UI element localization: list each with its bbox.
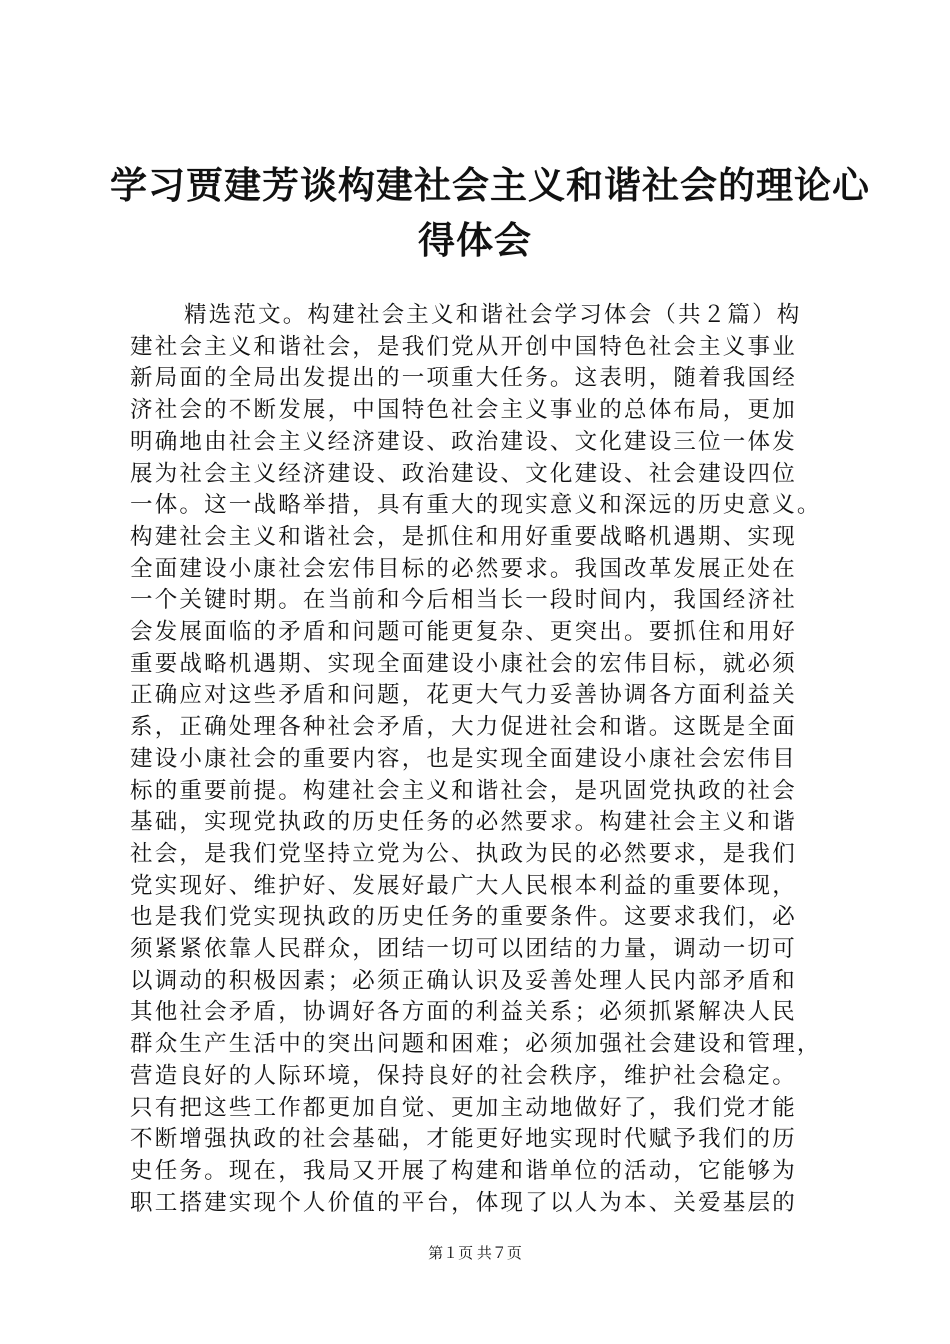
body-line: 标的重要前提。构建社会主义和谐社会，是巩固党执政的社会	[130, 777, 797, 804]
body-line: 史任务。现在，我局又开展了构建和谐单位的活动，它能够为	[130, 1157, 797, 1184]
body-line: 一体。这一战略举措，具有重大的现实意义和深远的历史意义。	[130, 492, 822, 519]
body-line: 展为社会主义经济建设、政治建设、文化建设、社会建设四位	[130, 460, 797, 487]
body-line: 营造良好的人际环境，保持良好的社会秩序，维护社会稳定。	[130, 1062, 797, 1089]
body-line: 其他社会矛盾，协调好各方面的利益关系；必须抓紧解决人民	[130, 999, 797, 1026]
document-body	[130, 300, 850, 1219]
body-line: 基础，实现党执政的历史任务的必然要求。构建社会主义和谐	[130, 809, 797, 836]
page-number-footer: 第１页 共７页	[428, 1246, 522, 1262]
body-line: 重要战略机遇期、实现全面建设小康社会的宏伟目标，就必须	[130, 650, 797, 677]
body-line: 社会，是我们党坚持立党为公、执政为民的必然要求，是我们	[130, 840, 797, 867]
body-line: 只有把这些工作都更加自觉、更加主动地做好了，我们党才能	[130, 1094, 797, 1121]
body-line: 须紧紧依靠人民群众，团结一切可以团结的力量，调动一切可	[130, 936, 797, 963]
body-line: 全面建设小康社会宏伟目标的必然要求。我国改革发展正处在	[130, 555, 797, 582]
body-line: 精选范文。构建社会主义和谐社会学习体会（共２篇）构	[184, 302, 802, 328]
body-line: 群众生产生活中的突出问题和困难；必须加强社会建设和管理，	[130, 1031, 822, 1058]
body-line: 正确应对这些矛盾和问题，花更大气力妥善协调各方面利益关	[130, 682, 797, 709]
body-line: 以调动的积极因素；必须正确认识及妥善处理人民内部矛盾和	[130, 967, 797, 994]
body-line: 职工搭建实现个人价值的平台，体现了以人为本、关爱基层的	[130, 1189, 797, 1216]
body-line: 一个关键时期。在当前和今后相当长一段时间内，我国经济社	[130, 587, 797, 614]
body-line: 会发展面临的矛盾和问题可能更复杂、更突出。要抓住和用好	[130, 619, 797, 646]
body-line: 不断增强执政的社会基础，才能更好地实现时代赋予我们的历	[130, 1126, 797, 1153]
body-line: 也是我们党实现执政的历史任务的重要条件。这要求我们，必	[130, 904, 797, 931]
body-line: 系，正确处理各种社会矛盾，大力促进社会和谐。这既是全面	[130, 714, 797, 741]
title-line-2: 得体会	[418, 219, 532, 262]
body-line: 建设小康社会的重要内容，也是实现全面建设小康社会宏伟目	[130, 745, 797, 772]
body-line: 建社会主义和谐社会，是我们党从开创中国特色社会主义事业	[130, 333, 797, 360]
body-line: 明确地由社会主义经济建设、政治建设、文化建设三位一体发	[130, 428, 797, 455]
body-line: 新局面的全局出发提出的一项重大任务。这表明，随着我国经	[130, 365, 797, 392]
title-line-1: 学习贾建芳谈构建社会主义和谐社会的理论心	[110, 164, 870, 207]
body-line: 党实现好、维护好、发展好最广大人民根本利益的重要体现，	[130, 872, 797, 899]
document-title	[110, 158, 870, 268]
body-line: 济社会的不断发展，中国特色社会主义事业的总体布局，更加	[130, 397, 797, 424]
body-line: 构建社会主义和谐社会，是抓住和用好重要战略机遇期、实现	[130, 523, 797, 550]
